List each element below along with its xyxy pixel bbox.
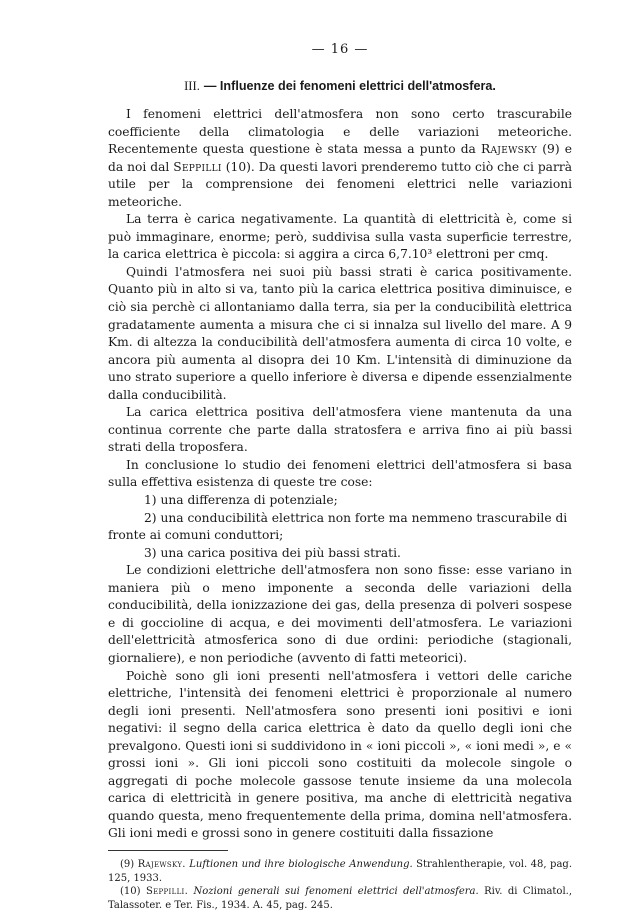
paragraph-1-text-c: (10). Da questi lavori prenderemo tutto ciò che ci parrà utile per la comprensione dei fenomeni elettrici nelle variazioni meteoriche. — [108, 159, 573, 209]
section-title-text: — Influenze dei fenomeni elettrici dell'atmosfera. — [203, 79, 496, 93]
footnote-10-number: (10) — [120, 886, 141, 898]
list-item-2-continued: fronte ai comuni conduttori; — [108, 528, 284, 543]
footnote-9 — [108, 858, 572, 885]
paragraph-1 — [108, 106, 572, 211]
author-seppilli: Seppilli — [173, 159, 222, 174]
footnote-10-source: Riv. di Climatol., Talassoter. e Ter. Fis., 1934. A. 45, pag. 245. — [108, 886, 573, 911]
section-roman-numeral: III. — [184, 79, 200, 93]
body-text — [108, 106, 572, 843]
book-page — [108, 42, 572, 912]
footnote-10-title: Nozioni generali sui fenomeni elettrici dell'atmosfera. — [193, 886, 479, 898]
footnote-10 — [108, 885, 572, 912]
paragraph-3: Quindi l'atmosfera nei suoi più bassi strati è carica positivamente. Quanto più in alto si va, tanto più la carica elettrica positiva diminuisce, e ciò sia perchè ci allontaniamo dalla terra, sia per la conducibilità elettrica gradatamente aumenta a misura che ci si innalza sul livello del mare. A 9 Km. di altezza la conducibilità dell'atmosfera aumenta di circa 10 volte, e ancora più aumenta al disopra dei 10 Km. L'intensità di diminuzione da uno strato superiore a quello inferiore è diversa e dipende essenzialmente dalla conducibilità. — [108, 264, 572, 402]
footnote-9-author: Rajewsky. — [137, 858, 186, 870]
footnote-9-number: (9) — [120, 858, 135, 870]
paragraph-5: In conclusione lo studio dei fenomeni elettrici dell'atmosfera si basa sulla effettiva esistenza di queste tre cose: — [108, 457, 572, 490]
list-item-1: 1) una differenza di potenziale; — [144, 493, 338, 508]
section-title — [108, 79, 572, 94]
footnote-9-title: Luftionen und ihre biologische Anwendung. — [189, 858, 413, 870]
list-item-2: 2) una conducibilità elettrica non forte ma nemmeno trascurabile di — [144, 510, 568, 525]
footnotes — [108, 858, 572, 912]
paragraph-1-text-b: (9) e da noi dal — [108, 142, 572, 174]
footnote-10-author: Seppilli. — [145, 886, 189, 898]
paragraph-4: La carica elettrica positiva dell'atmosfera viene mantenuta da una continua corrente che parte dalla stratosfera e arriva fino ai più bassi strati della troposfera. — [108, 405, 572, 455]
footnote-divider — [108, 850, 228, 851]
paragraph-6: Le condizioni elettriche dell'atmosfera non sono fisse: esse variano in maniera più o meno imponente a seconda delle variazioni della conducibilità, della ionizzazione dei gas, della presenza di polveri sospese e di goccioline di acqua, e dei movimenti dell'atmosfera. Le variazioni dell'elettricità atmosferica sono di due ordini: periodiche (stagionali, giornaliere), e non periodiche (avvento di fatti meteorici). — [108, 563, 572, 665]
paragraph-2: La terra è carica negativamente. La quantità di elettricità è, come si può immaginare, enorme; però, suddivisa sulla vasta superficie terrestre, la carica elettrica è piccola: si aggira a circa 6,7.10³ elettroni per cmq. — [108, 212, 572, 262]
page-number: — 16 — — [311, 42, 369, 57]
paragraph-7: Poichè sono gli ioni presenti nell'atmosfera i vettori delle cariche elettriche, l'intensità dei fenomeni elettrici è proporzionale al numero degli ioni presenti. Nell'atmosfera sono presenti ioni positivi e ioni negativi: il segno della carica elettrica è dato da quello degli ioni che prevalgono. Questi ioni si suddividono in « ioni piccoli », « ioni medi », e « grossi ioni ». Gli ioni piccoli sono costituiti da molecole singole o aggregati di poche molecole gassose tenute insieme da una molecola carica di elettricità in genere positiva, ma anche di elettricità negativa quando questa, meno frequentemente della prima, domina nell'atmosfera. Gli ioni medi e grossi sono in genere costituiti dalla fissazione — [108, 668, 572, 841]
footnote-9-source: Strahlentherapie, vol. 48, pag. 125, 1933. — [108, 858, 572, 884]
paragraph-1-text-a: I fenomeni elettrici dell'atmosfera non sono certo trascurabile coefficiente della climatologia e delle variazioni meteoriche. Recentemente questa questione è stata messa a punto da — [108, 107, 572, 157]
author-rajewsky: Rajewsky — [480, 142, 538, 157]
list-item-3: 3) una carica positiva dei più bassi strati. — [144, 545, 401, 560]
